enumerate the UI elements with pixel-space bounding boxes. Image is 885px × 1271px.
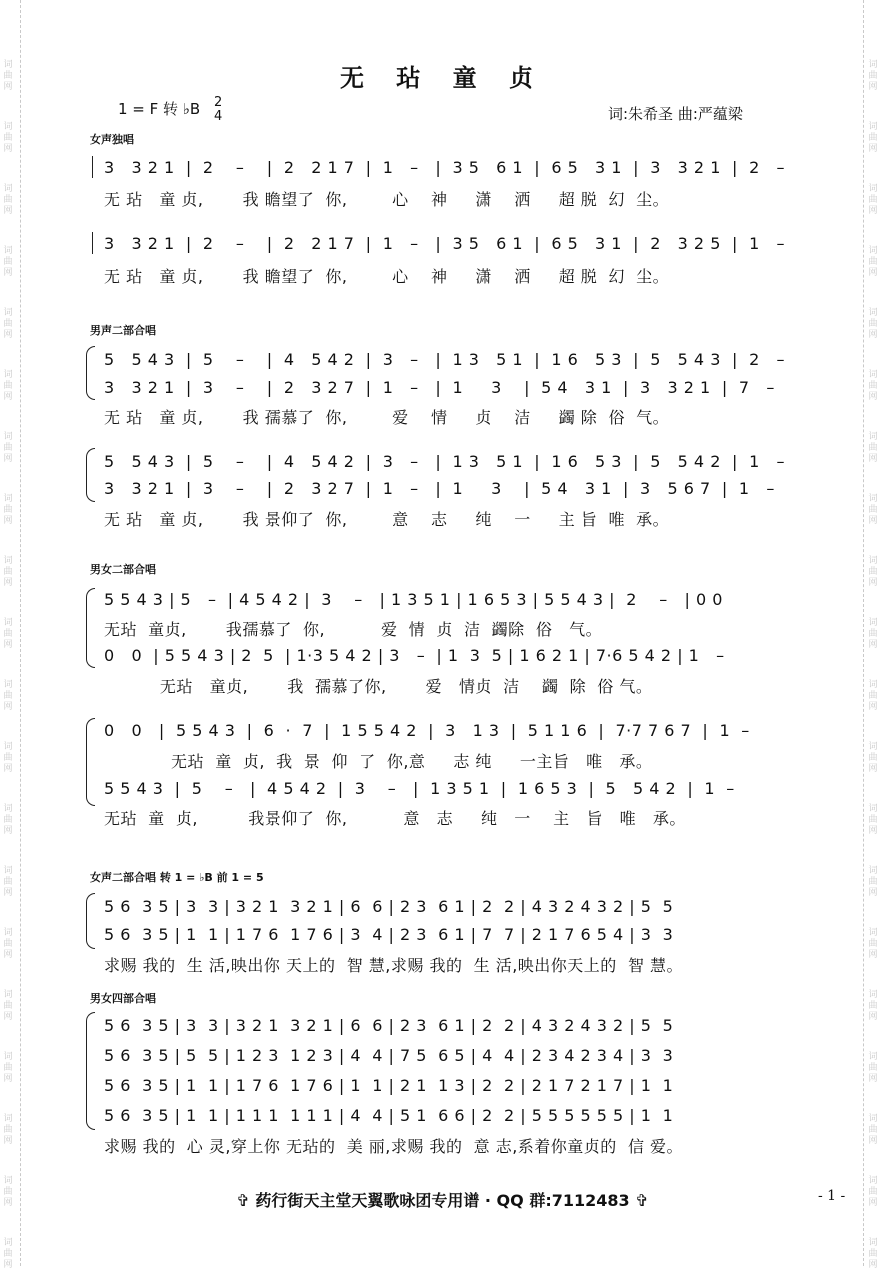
notes-row-6-lower: 5 5 4 3 | 5 – | 4 5 4 2 | 3 – | 1 3 5 1 | 1 6 5 3 | 5 5 4 2 | 1 – bbox=[104, 779, 735, 798]
section-label-male-two-part: 男声二部合唱 bbox=[90, 324, 156, 337]
watermark-glyph: 词 曲 网 bbox=[3, 246, 13, 278]
start-bar bbox=[92, 156, 93, 178]
watermark-glyph: 词 曲 网 bbox=[3, 60, 13, 92]
watermark-glyph: 词 曲 网 bbox=[3, 370, 13, 402]
notes-row-6-upper: 0 0 | 5 5 4 3 | 6 · 7 | 1 5 5 4 2 | 3 1 3 | 5 1 1 6 | 7·7 7 6 7 | 1 – bbox=[104, 721, 750, 740]
lyrics-row-3: 无 玷 童 贞, 我 孺慕了 你, 爱 情 贞 洁 蠲 除 俗 气。 bbox=[104, 408, 670, 427]
lyrics-row-5-lower: 无玷 童贞, 我 孺慕了你, 爱 情贞 洁 蠲 除 俗 气。 bbox=[104, 677, 653, 696]
watermark-glyph: 词 曲 网 bbox=[868, 1052, 878, 1084]
watermark-glyph: 词 曲 网 bbox=[3, 804, 13, 836]
lyrics-row-6-lower: 无玷 童 贞, 我景仰了 你, 意 志 纯 一 主 旨 唯 承。 bbox=[104, 809, 686, 828]
notes-row-3-upper: 5 5 4 3 | 5 – | 4 5 4 2 | 3 – | 1 3 5 1 | 1 6 5 3 | 5 5 4 3 | 2 – bbox=[104, 350, 786, 369]
notes-row-5-lower: 0 0 | 5 5 4 3 | 2 5 | 1·3 5 4 2 | 3 – | 1 3 5 | 1 6 2 1 | 7·6 5 4 2 | 1 – bbox=[104, 646, 725, 665]
watermark-glyph: 词 曲 网 bbox=[868, 804, 878, 836]
watermark-glyph: 词 曲 网 bbox=[3, 1176, 13, 1208]
watermark-glyph: 词 曲 网 bbox=[3, 680, 13, 712]
watermark-glyph: 词 曲 网 bbox=[868, 990, 878, 1022]
system-brace bbox=[86, 718, 95, 806]
watermark-glyph: 词 曲 网 bbox=[868, 246, 878, 278]
watermark-glyph: 词 曲 网 bbox=[3, 742, 13, 774]
watermark-glyph: 词 曲 网 bbox=[868, 1238, 878, 1270]
watermark-glyph: 词 曲 网 bbox=[868, 1176, 878, 1208]
time-signature bbox=[214, 96, 222, 124]
notes-row-2: 3 3 2 1 | 2 – | 2 2 1 7 | 1 – | 3 5 6 1 | 6 5 3 1 | 2 3 2 5 | 1 – bbox=[104, 234, 786, 253]
watermark-glyph: 词 曲 网 bbox=[868, 866, 878, 898]
watermark-glyph: 词 曲 网 bbox=[868, 618, 878, 650]
notes-row-8-part-4: 5 6 3 5 | 1 1 | 1 1 1 1 1 1 | 4 4 | 5 1 6 6 | 2 2 | 5 5 5 5 5 5 | 1 1 bbox=[104, 1106, 674, 1125]
system-brace bbox=[86, 893, 95, 949]
credits: 词:朱希圣 曲:严蕴梁 bbox=[608, 105, 743, 123]
watermark-glyph: 词 曲 网 bbox=[3, 618, 13, 650]
system-brace bbox=[86, 1012, 95, 1130]
watermark-glyph: 词 曲 网 bbox=[3, 1238, 13, 1270]
lyrics-row-2: 无 玷 童 贞, 我 瞻望了 你, 心 神 潇 洒 超 脱 幻 尘。 bbox=[104, 267, 670, 286]
section-label-mixed-four-part: 男女四部合唱 bbox=[90, 992, 156, 1005]
notes-row-3-lower: 3 3 2 1 | 3 – | 2 3 2 7 | 1 – | 1 3 | 5 4 3 1 | 3 3 2 1 | 7 – bbox=[104, 378, 775, 397]
notes-row-8-part-3: 5 6 3 5 | 1 1 | 1 7 6 1 7 6 | 1 1 | 2 1 1 3 | 2 2 | 2 1 7 2 1 7 | 1 1 bbox=[104, 1076, 674, 1095]
watermark-glyph: 词 曲 网 bbox=[3, 432, 13, 464]
watermark-glyph: 词 曲 网 bbox=[868, 494, 878, 526]
watermark-glyph: 词 曲 网 bbox=[868, 122, 878, 154]
watermark-glyph: 词 曲 网 bbox=[868, 742, 878, 774]
notes-row-8-part-2: 5 6 3 5 | 5 5 | 1 2 3 1 2 3 | 4 4 | 7 5 6 5 | 4 4 | 2 3 4 2 3 4 | 3 3 bbox=[104, 1046, 674, 1065]
notes-row-5-upper: 5 5 4 3 | 5 – | 4 5 4 2 | 3 – | 1 3 5 1 | 1 6 5 3 | 5 5 4 3 | 2 – | 0 0 bbox=[104, 590, 723, 609]
watermark-glyph: 词 曲 网 bbox=[3, 122, 13, 154]
footer-text: ✞ 药行街天主堂天翼歌咏团专用谱 · QQ 群:7112483 ✞ bbox=[236, 1191, 649, 1210]
notes-row-8-part-1: 5 6 3 5 | 3 3 | 3 2 1 3 2 1 | 6 6 | 2 3 6 1 | 2 2 | 4 3 2 4 3 2 | 5 5 bbox=[104, 1016, 674, 1035]
watermark-glyph: 词 曲 网 bbox=[868, 680, 878, 712]
watermark-glyph: 词 曲 网 bbox=[3, 494, 13, 526]
watermark-glyph: 词 曲 网 bbox=[3, 928, 13, 960]
watermark-glyph: 词 曲 网 bbox=[3, 990, 13, 1022]
watermark-glyph: 词 曲 网 bbox=[868, 1114, 878, 1146]
notes-row-7-upper: 5 6 3 5 | 3 3 | 3 2 1 3 2 1 | 6 6 | 2 3 6 1 | 2 2 | 4 3 2 4 3 2 | 5 5 bbox=[104, 897, 674, 916]
page-number: - 1 - bbox=[818, 1188, 846, 1204]
system-brace bbox=[86, 448, 95, 502]
watermark-glyph: 词 曲 网 bbox=[3, 308, 13, 340]
system-brace bbox=[86, 588, 95, 668]
watermark-glyph: 词 曲 网 bbox=[868, 308, 878, 340]
key-signature: 1 = F 转 ♭B bbox=[118, 100, 201, 118]
lyrics-row-1: 无 玷 童 贞, 我 瞻望了 你, 心 神 潇 洒 超 脱 幻 尘。 bbox=[104, 190, 670, 209]
lyrics-row-4: 无 玷 童 贞, 我 景仰了 你, 意 志 纯 一 主 旨 唯 承。 bbox=[104, 510, 670, 529]
watermark-glyph: 词 曲 网 bbox=[868, 184, 878, 216]
lyrics-row-7: 求赐 我的 生 活,映出你 天上的 智 慧,求赐 我的 生 活,映出你天上的 智 慧。 bbox=[104, 956, 684, 975]
section-label-female-solo: 女声独唱 bbox=[90, 133, 134, 146]
lyrics-row-8: 求赐 我的 心 灵,穿上你 无玷的 美 丽,求赐 我的 意 志,系着你童贞的 信 爱。 bbox=[104, 1137, 684, 1156]
right-border bbox=[863, 0, 864, 1266]
watermark-glyph: 词 曲 网 bbox=[3, 866, 13, 898]
notes-row-7-lower: 5 6 3 5 | 1 1 | 1 7 6 1 7 6 | 3 4 | 2 3 6 1 | 7 7 | 2 1 7 6 5 4 | 3 3 bbox=[104, 925, 674, 944]
notes-row-4-upper: 5 5 4 3 | 5 – | 4 5 4 2 | 3 – | 1 3 5 1 | 1 6 5 3 | 5 5 4 2 | 1 – bbox=[104, 452, 786, 471]
section-label-mixed-two-part: 男女二部合唱 bbox=[90, 563, 156, 576]
notes-row-1: 3 3 2 1 | 2 – | 2 2 1 7 | 1 – | 3 5 6 1 | 6 5 3 1 | 3 3 2 1 | 2 – bbox=[104, 158, 786, 177]
watermark-glyph: 词 曲 网 bbox=[868, 928, 878, 960]
system-brace bbox=[86, 346, 95, 400]
lyrics-row-6-upper: 无玷 童 贞, 我 景 仰 了 你,意 志 纯 一主旨 唯 承。 bbox=[104, 752, 653, 771]
watermark-glyph: 词 曲 网 bbox=[868, 556, 878, 588]
time-bottom: 4 bbox=[214, 109, 223, 124]
left-border bbox=[20, 0, 21, 1266]
lyrics-row-5-upper: 无玷 童贞, 我孺慕了 你, 爱 情 贞 洁 蠲除 俗 气。 bbox=[104, 620, 603, 639]
watermark-glyph: 词 曲 网 bbox=[3, 184, 13, 216]
section-label-female-two-part: 女声二部合唱 转 1 = ♭B 前 1 = 5 bbox=[90, 871, 264, 884]
watermark-glyph: 词 曲 网 bbox=[3, 1114, 13, 1146]
notes-row-4-lower: 3 3 2 1 | 3 – | 2 3 2 7 | 1 – | 1 3 | 5 4 3 1 | 3 5 6 7 | 1 – bbox=[104, 479, 775, 498]
watermark-glyph: 词 曲 网 bbox=[868, 432, 878, 464]
watermark-glyph: 词 曲 网 bbox=[3, 556, 13, 588]
watermark-glyph: 词 曲 网 bbox=[3, 1052, 13, 1084]
watermark-glyph: 词 曲 网 bbox=[868, 370, 878, 402]
song-title: 无 玷 童 贞 bbox=[339, 64, 546, 92]
time-top: 2 bbox=[214, 95, 223, 110]
start-bar bbox=[92, 232, 93, 254]
watermark-glyph: 词 曲 网 bbox=[868, 60, 878, 92]
